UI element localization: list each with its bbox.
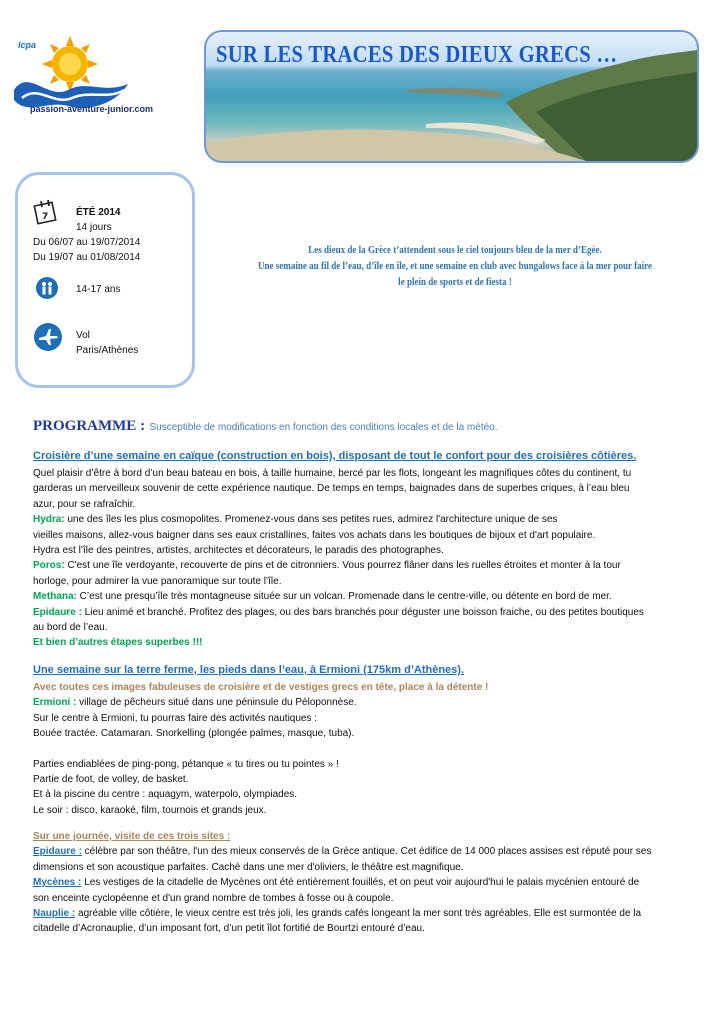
info-age: 14-17 ans: [76, 284, 121, 295]
plane-icon: [33, 322, 63, 352]
paragraph-line: Hydra est l’île des peintres, artistes, architectes et décorateurs, le paradis des photographes.: [33, 545, 444, 557]
ermioni-label: Ermioni :: [33, 697, 77, 709]
calendar-icon: [33, 198, 59, 226]
epidaure-line: Epidaure : Lieu animé et branché. Profitez des plages, ou des bars branchés pour déguster une boisson fraiche, ou des petites boutiques: [33, 606, 644, 618]
paragraph-line: vieilles maisons, allez-vous baigner dans ses eaux cristallines, faites vos achats dans les boutiques de bijoux et d'art populaire.: [33, 529, 596, 541]
section-cruise-heading: Croisière d’une semaine en caïque (construction en bois), disposant de tout le confort pour des croisières côtières.: [33, 450, 637, 462]
paragraph-line: son enceinte cyclopéenne et d'un grand nombre de tombes à fosse ou à coupole.: [33, 892, 394, 904]
poros-line: Poros: C'est une île verdoyante, recouverte de pins et de citronniers. Vous pourrez flâner dans les ruelles étroites et monter à la tour: [33, 560, 621, 572]
paragraph-line: Bouée tractée. Catamaran. Snorkelling (plongée palmes, masque, tuba).: [33, 728, 355, 740]
paragraph-line: garderas un merveilleux souvenir de cette expérience nautique. De temps en temps, baignades dans de superbes criques, à l’eau bleu: [33, 483, 630, 495]
paragraph-line: Quel plaisir d’être à bord d’un beau bateau en bois, à taille humaine, bercé par les flots, longeant les magnifiques côtes du continent, tu: [33, 468, 632, 479]
paragraph-line: citadelle d’Acronauplie, d’un imposant fort, d’un petit îlot fortifié de Bourtzi entouré d’eau.: [33, 923, 425, 935]
sun-icon: [42, 36, 98, 92]
site-nauplie-label: Nauplie :: [33, 908, 76, 920]
paragraph-line: Le soir : disco, karaoké, film, tournois et grands jeux.: [33, 804, 267, 816]
people-icon: [35, 276, 59, 300]
logo-name: lcpa: [18, 40, 37, 50]
ermioni-line: Ermioni : village de pêcheurs situé dans une péninsule du Péloponnèse.: [33, 697, 357, 709]
programme-subtitle: Susceptible de modifications en fonction des conditions locales et de la météo.: [149, 422, 498, 433]
site-epidaure-line: Epidaure : célèbre par son théâtre, l'un des mieux conservés de la Grèce antique. Cet édifice de 14 000 places assises est réputé pour ses: [33, 846, 652, 858]
methana-label: Methana:: [33, 591, 77, 603]
section-cruise-body: [33, 466, 644, 651]
ermioni-tagline: Avec toutes ces images fabuleuses de croisière et de vestiges grecs en tête, place à la détente !: [33, 682, 489, 693]
intro-line: le plein de sports et de fiesta !: [398, 277, 512, 288]
paragraph-line: horloge, pour admirer la vue panoramique sur toute l’île.: [33, 575, 282, 587]
section-ermioni-body: [33, 680, 488, 818]
spacer: [33, 742, 488, 757]
info-transport: Vol: [76, 330, 90, 341]
info-date-2: Du 19/07 au 01/08/2014: [33, 252, 141, 263]
paragraph-line: Partie de foot, de volley, de basket.: [33, 774, 189, 786]
programme-header: [33, 417, 498, 435]
epidaure-label: Epidaure :: [33, 606, 82, 618]
paragraph-line: Et à la piscine du centre : aquagym, waterpolo, olympiades.: [33, 789, 298, 801]
info-route: Paris/Athènes: [76, 345, 139, 356]
hydra-label: Hydra:: [33, 514, 65, 526]
info-date-1: Du 06/07 au 19/07/2014: [33, 237, 141, 248]
svg-text:7: 7: [42, 212, 49, 222]
banner-title: SUR LES TRACES DES DIEUX GRECS …: [216, 42, 618, 68]
info-season: ÉTÉ 2014: [76, 207, 121, 218]
intro-text: [210, 243, 700, 291]
methana-line: Methana: C’est une presqu’île très montagneuse située sur un volcan. Promenade dans le centre-ville, ou détente en bord de mer.: [33, 591, 612, 603]
programme-title: PROGRAMME :: [33, 418, 146, 434]
paragraph-line: au bord de l’eau.: [33, 622, 108, 634]
site-epidaure-label: Epidaure :: [33, 846, 82, 858]
poros-label: Poros:: [33, 560, 65, 572]
section-sites-body: [33, 829, 651, 937]
section-ermioni-heading: Une semaine sur la terre ferme, les pieds dans l’eau, à Ermioni (175km d’Athènes).: [33, 664, 464, 676]
section-sites-heading: Sur une journée, visite de ces trois sites :: [33, 831, 231, 842]
more-stops: Et bien d’autres étapes superbes !!!: [33, 637, 203, 649]
paragraph-line: dimensions et son acoustique parfaites. Caché dans une mer d'oliviers, le théâtre est magnifique.: [33, 861, 464, 873]
paragraph-line: Parties endiablées de ping-pong, pétanque « tu tires ou tu pointes » !: [33, 758, 339, 770]
logo-url[interactable]: passion-aventure-junior.com: [30, 104, 154, 114]
paragraph-line: azur, pour se rafraîchir.: [33, 498, 136, 510]
site-mycenes-line: Mycènes : Les vestiges de la citadelle de Mycènes ont été entièrement fouillés, et on peut voir aujourd'hui le palais mycénien entouré de: [33, 877, 640, 889]
site-nauplie-line: Nauplie : agréable ville côtière, le vieux centre est très joli, les grands cafés longeant la mer sont très agréables. Elle est surmontée de la: [33, 908, 642, 920]
intro-line: Une semaine au fil de l’eau, d’île en île, et une semaine en club avec bungalows face à la mer pour faire: [257, 261, 653, 272]
info-duration: 14 jours: [76, 222, 112, 233]
hydra-line: Hydra: une des îles les plus cosmopolites. Promenez-vous dans ses petites rues, admirez l'architecture unique de ses: [33, 514, 558, 526]
site-mycenes-label: Mycènes :: [33, 877, 82, 889]
intro-line: Les dieux de la Grèce t’attendent sous le ciel toujours bleu de la mer d’Egée.: [308, 245, 602, 256]
paragraph-line: Sur le centre à Ermioni, tu pourras faire des activités nautiques :: [33, 712, 318, 724]
